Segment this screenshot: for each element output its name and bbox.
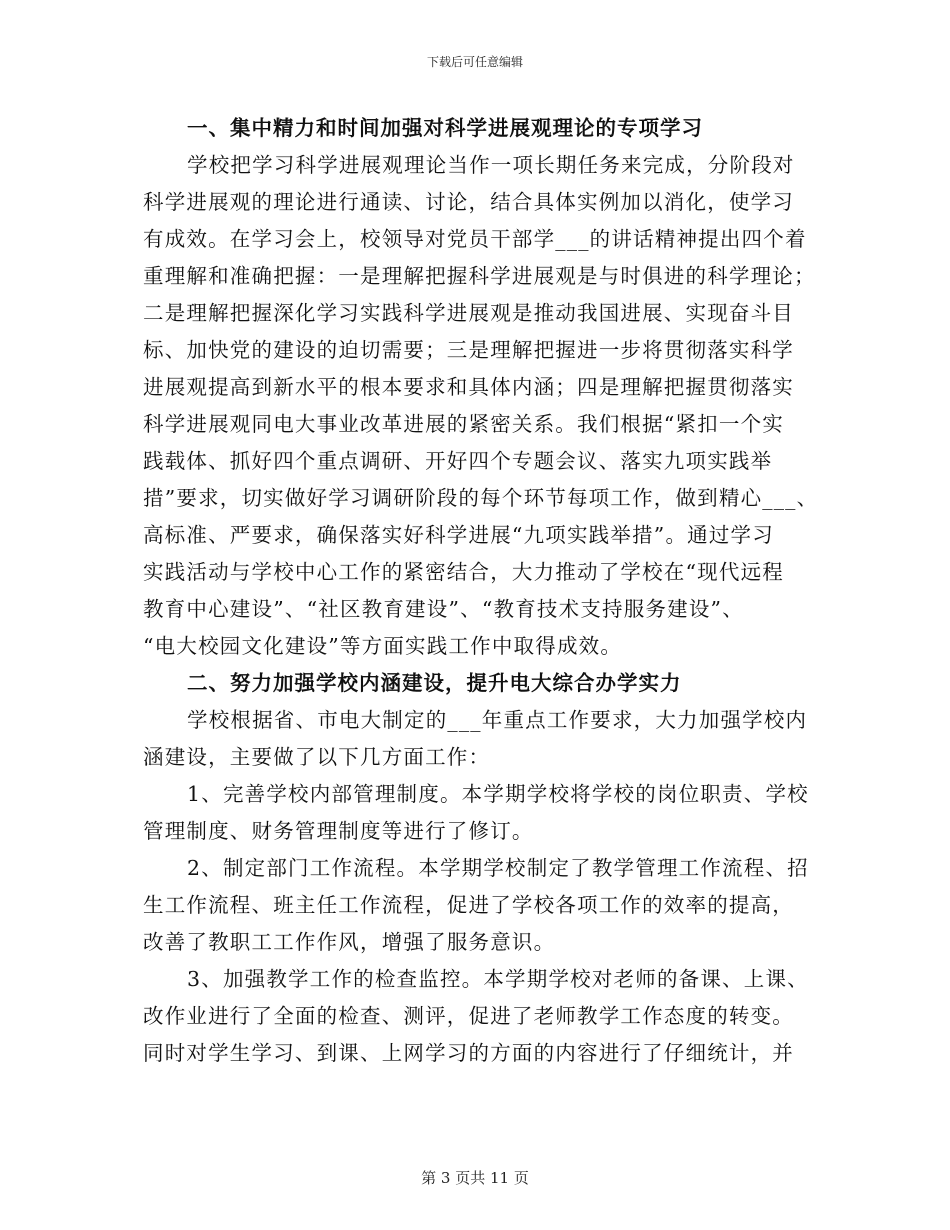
paragraph-line: 进展观提高到新水平的根本要求和具体内涵；四是理解把握贯彻落实 <box>143 375 794 399</box>
paragraph-line: 重理解和准确把握：一是理解把握科学进展观是与时俱进的科学理论； <box>143 264 816 288</box>
list-item-line: 2、制定部门工作流程。本学期学校制定了教学管理工作流程、招 <box>187 856 809 880</box>
paragraph-line: 科学进展观的理论进行通读、讨论，结合具体实例加以消化，使学习 <box>143 190 794 214</box>
paragraph-line: 措”要求，切实做好学习调研阶段的每个环节每项工作，做到精心___、 <box>143 486 819 510</box>
paragraph-line: 二是理解把握深化学习实践科学进展观是推动我国进展、实现奋斗目 <box>143 301 794 325</box>
paragraph-line: 有成效。在学习会上，校领导对党员干部学___的讲话精神提出四个着 <box>143 227 807 251</box>
paragraph-line: 践载体、抓好四个重点调研、开好四个专题会议、落实九项实践举 <box>143 449 773 473</box>
paragraph-line: 实践活动与学校中心工作的紧密结合，大力推动了学校在“现代远程 <box>143 560 784 584</box>
list-item-line: 生工作流程、班主任工作流程，促进了学校各项工作的效率的提高， <box>143 893 794 917</box>
list-item-line: 改善了教职工工作作风，增强了服务意识。 <box>143 930 556 954</box>
paragraph-line: 高标准、严要求，确保落实好科学进展“九项实践举措”。通过学习 <box>143 523 774 547</box>
paragraph-line: 教育中心建设”、“社区教育建设”、“教育技术支持服务建设”、 <box>143 597 744 621</box>
document-body <box>143 110 819 1072</box>
section-heading-1: 一、集中精力和时间加强对科学进展观理论的专项学习 <box>187 116 703 140</box>
list-item-line: 改作业进行了全面的检查、测评，促进了老师教学工作态度的转变。 <box>143 1004 794 1028</box>
page-number-footer: 第 3 页共 11 页 <box>421 1169 529 1187</box>
paragraph-line: 学校根据省、市电大制定的___年重点工作要求，大力加强学校内 <box>187 708 808 732</box>
header-note: 下载后可任意编辑 <box>426 55 523 69</box>
paragraph-line: 科学进展观同电大事业改革进展的紧密关系。我们根据“紧扣一个实 <box>143 412 784 436</box>
paragraph-line: “电大校园文化建设”等方面实践工作中取得成效。 <box>143 634 623 658</box>
paragraph-line: 学校把学习科学进展观理论当作一项长期任务来完成，分阶段对 <box>187 153 795 177</box>
paragraph-line: 标、加快党的建设的迫切需要；三是理解把握进一步将贯彻落实科学 <box>143 338 794 362</box>
list-item-line: 1、完善学校内部管理制度。本学期学校将学校的岗位职责、学校 <box>187 782 809 806</box>
list-item-line: 管理制度、财务管理制度等进行了修订。 <box>143 819 534 843</box>
section-heading-2: 二、努力加强学校内涵建设，提升电大综合办学实力 <box>187 671 682 695</box>
list-item-line: 同时对学生学习、到课、上网学习的方面的内容进行了仔细统计，并 <box>143 1041 794 1065</box>
list-item-line: 3、加强教学工作的检查监控。本学期学校对老师的备课、上课、 <box>187 967 809 991</box>
paragraph-line: 涵建设，主要做了以下几方面工作： <box>143 745 491 769</box>
